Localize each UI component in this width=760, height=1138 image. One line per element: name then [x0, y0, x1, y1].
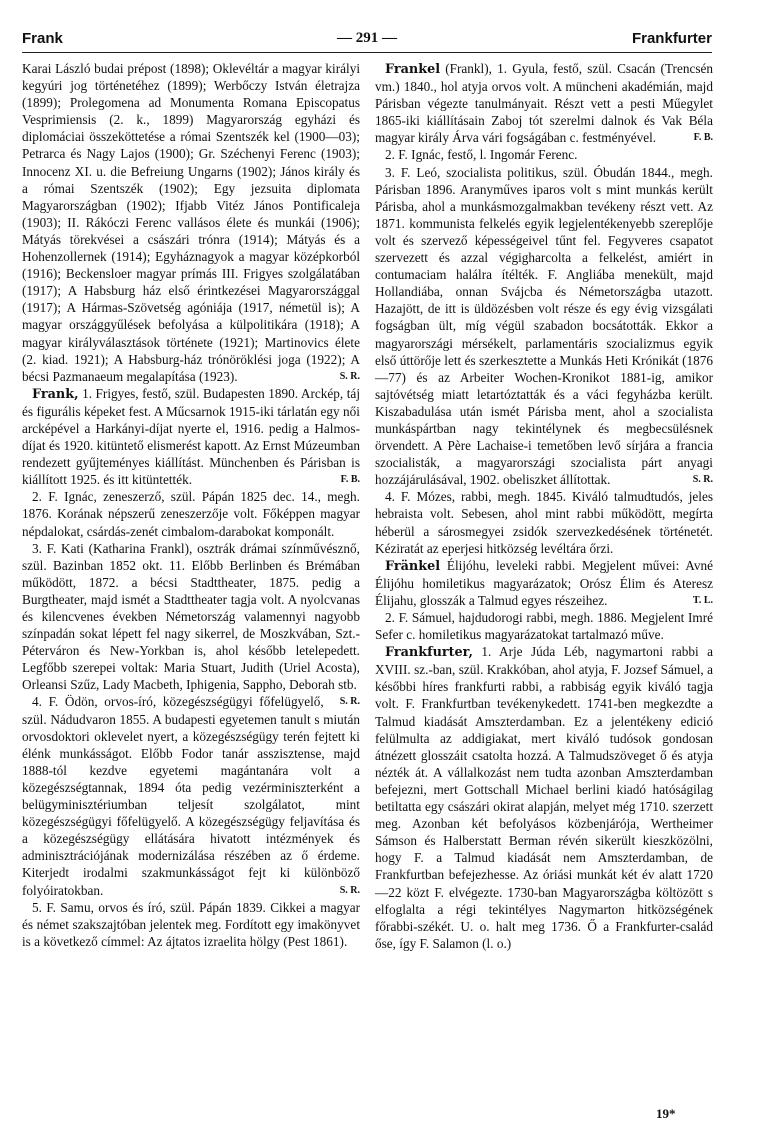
entry-paragraph	[375, 60, 713, 146]
signature-mark: 19*	[656, 1106, 676, 1121]
entry-text: Élijóhu, leveleki rabbi. Megjelent művei: Avné Élijóhu homiletikus magyarázatok; Orósz Élim és Ateresz Élijahu, glosszák a Talmud egyes részeihez.	[375, 557, 714, 608]
entry-paragraph	[22, 693, 360, 898]
entry-paragraph	[22, 540, 360, 708]
entry-text: 2. F. Ignác, festő, l. Ingomár Ferenc.	[385, 147, 578, 163]
entry-paragraph	[375, 164, 713, 489]
entry-paragraph	[22, 385, 360, 489]
author-initials: F. B.	[340, 474, 360, 486]
entry-text: 3. F. Kati (Katharina Frankl), osztrák drámai színművésznő, szül. Bazinban 1852 okt. 11. Előbb Berlinben és Brémában működött, 1872. a bécsi Stadttheater, 1875. pedig a Burgtheater, majd ismét a Stadttheater tagja volt. A nyolcvanas és kilencvenes években Németország valamennyi nagyobb színpadán sokat lépett fel nagy sikerrel, de Moszkvában, Szt.-Péterváron és New-Yorkban is, ahol később letelepedett. Legfőbb szerepei voltak: Maria Stuart, Judith (Uriel Acosta), Orleansi Szűz, Lady Macbeth, Iphigenia, Sappho, Deborah stb.	[22, 540, 360, 693]
entry-text: 2. F. Sámuel, hajdudorogi rabbi, megh. 1886. Megjelent Imré Sefer c. homiletikus magyarázatokat tartalmazó műve.	[375, 610, 713, 643]
entry-headword: Frankel	[385, 62, 441, 77]
author-initials: S. R.	[692, 474, 713, 486]
entry-text: 1. Frigyes, festő, szül. Budapesten 1890. Arckép, táj és figurális képeket fest. A Műcsarnok 1915-iki tárlatán egy női arcképével a Harkányi-díjat nyerte el, 1916. pedig a Halmos-díjat és 1920. kitüntető elismerést kapott. Az Ernst Múzeumban rendezett gyűjteményes kiállítást. Münchenben és Párisban is kiállított 1925. és itt kitüntették.	[22, 385, 360, 488]
entry-headword: Fränkel	[385, 558, 441, 574]
header-right-word: Frankfurter	[631, 30, 712, 47]
entry-paragraph	[375, 488, 713, 556]
entry-text: 2. F. Ignác, zeneszerző, szül. Pápán 1825 dec. 14., megh. 1876. Korának népszerű zeneszerzője volt. Főképpen magyar népdalokat, csárdás-zenét cimbalom-darabokat komponált.	[22, 489, 360, 539]
author-initials: S. R.	[339, 884, 360, 896]
author-initials: S. R.	[339, 370, 360, 382]
entry-paragraph	[375, 609, 713, 643]
entry-text: (Frankl), 1. Gyula, festő, szül. Csacán (Trencsén vm.) 1840., hol atyja orvos volt. A müncheni akadémián, majd Párisban végezte tanulmányait. Részt vett a pesti Műegylet 1865-iki kiállításain Zaboj tót szerelmi dalnok és Vak Béla magyar király Árva vári fogságában c. festményével.	[375, 61, 713, 146]
entry-text: 1. Arje Júda Léb, nagymartoni rabbi a XVIII. sz.-ban, szül. Krakkóban, ahol atyja, F. Jozsef Sámuel, a későbbi híres frankfurti rabbi, a rabbiság egyik kiváló tagja volt. F. Frankfurtban tevékenykedett. 1741-ben megkezdte a Talmud kiadását Amszterdamban. Ez a jelentékeny edició felülmulta az addigiakat, mert kiváló tudósok gondosan átnézett glosszáit csatolta hozzá. A Talmudszöveget ő és atyja nézték át. A vállalkozást nem tudta azonban Amszterdamban befejezni, mert Gottschall Michael berlini kiadó hatóságilag betiltatta egy császári okirat alapján, melyet még 1710. szerzett meg. Azonban két befolyásos közbenjárója, Wertheimer Sámson és Halberstatt Berman révén sikerült kieszközölni, hogy F. a Talmud kiadását nem Amszterdamban, de Frankfurtban befejezhesse. Az óriási munkát két év alatt 1720—22 közt F. elvégezte. 1730-ban Magyarországba költözött s elfoglalta a régi tekintélyes Nagymarton hitközségének főrabbi-székét. U. o. halt meg 1736. Ő a Frankfurter-család őse, így F. Salamon (l. o.)	[375, 644, 713, 951]
entry-text: 4. F. Ödön, orvos-író, közegészségügyi főfelügyelő, szül. Nádudvaron 1855. A budapesti egyetemen tanult s miután orvosdoktori oklevelet nyert, a közegészségügy terén fejtett ki élénk munkásságot. Előbb Fodor tanár asszisztense, majd 1888-tól kezdve egyetemi magántanára volt a közegészségtannak, 1894 óta pedig vezérminiszterként a belügyminisztériumban teljesít szolgálatot, mint közegészségügyi főfelügyelő. A közegészségügy feljavítása és a közegészségügy ellátására hivatott intézmények és adminisztrációjának modernizálása részében az ő érdeme. Kiterjedt irodalmi szakmunkásságot fejt ki különböző folyóiratokban.	[22, 694, 360, 898]
header-rule	[22, 52, 712, 53]
entry-paragraph	[375, 146, 713, 163]
page-number: — 291 —	[337, 30, 397, 46]
entry-text: 4. F. Mózes, rabbi, megh. 1845. Kiváló talmudtudós, jeles hebraista volt. Sebesen, ahol mint rabbi működött, megírta héberül a sárosmegyei zsidók szervezkedésének történetét. Kéziratát az eperjesi hitközség levéltára őrzi.	[375, 489, 713, 556]
entry-paragraph	[22, 488, 360, 539]
entry-paragraph	[375, 643, 713, 952]
right-column	[375, 60, 713, 952]
entry-paragraph	[22, 899, 360, 950]
header-left-word: Frank	[22, 30, 63, 47]
left-column	[22, 60, 360, 950]
author-initials: S. R.	[339, 696, 360, 708]
entry-text: 3. F. Leó, szocialista politikus, szül. Óbudán 1844., megh. Párisban 1896. Aranyműves iparos volt s mint munkás került Párisba, ahol a munkásmozgalmakban tevékeny részt vett. Az 1871. kommunista felkelés egyik legjelentékenyebb szereplője volt és szervező képességeivel tűnt fel. Fegyveres csapatot szervezett és azzal végigharcolta a felkelést, amiért in contumaciam halálra ítélték. F. Angliába menekült, majd Hollandiába, onnan Svájcba és Németországba utazott. Hazajött, de itt is üldözésben volt része és egy évig vizsgálati fogságban ült, míg végül szabadon bocsátották. Ekkor a magyarországi mérsékelt, parlamentáris szocializmus egyik első úttörője lett és szerkesztette a Munkás Heti Krónikát (1876—77) és az Arbeiter Wochen-Kronikot 1881-ig, amikor sajtóvétség miatt letartóztatták és a váci fegyházba került. Kiszabadulása után ismét Párisba ment, ahol a szocialista munkáspártban nagy tekintélynek és megbecsülésnek örvendett. A Père Lachaise-i temetőben levő sírjára a francia szocialisták, a magyarországi szocialista párt anyagi hozzájárulásával, 1902. obeliszket állítottak.	[375, 164, 713, 488]
entry-paragraph	[375, 557, 713, 609]
author-initials: T. L.	[692, 594, 713, 606]
entry-paragraph	[22, 60, 360, 385]
author-initials: F. B.	[693, 132, 713, 144]
page-header	[22, 28, 712, 52]
entry-text: Karai László budai prépost (1898); Oklevéltár a magyar királyi kegyúri jog történetéhez (1899); Werbőczy István életrajza (1899); Prolegomena ad Monumenta Romana Episcopatus Vesprimiensis (2. k., 1899) Magyarország egyházi és diplomáciai összeköttetése a római Szentszék kel (1900—03); Petrarca és Nagy Lajos (1900); Gr. Széchenyi Ferenc (1903); Innocenz XI. u. die Befreiung Ungarns (1902); János király és a római Szentszék (1902); Egy jezsuita diplomata Magyarországban (1902); Ifjabb Vitéz János Pontificaleja (1903); II. Rákóczi Ferenc vallásos élete és munkái (1906); Mátyás törekvései a császári trónra (1914); Mátyás és a Hohenzollernek (1914); Egyháznagyok a magyar középkorból (1916); Beckensloer magyar prímás III. Frigyes szolgálatában (1917); A Habsburg ház első érintkezései Magyarországgal (1917); A Hármas-Szövetség agóniája (1917, németül is); A magyar országgyűlések befolyása a külpolitikára (1918); A magyar királyválasztások története (1921); Martinovics élete (2. kiad. 1921); A Habsburg-ház trónöröklési joga (1922); A bécsi Pazmanaeum megalapítása (1923).	[22, 61, 360, 384]
entry-headword: Frankfurter,	[385, 645, 473, 661]
entry-headword: Frank,	[32, 386, 79, 402]
entry-text: 5. F. Samu, orvos és író, szül. Pápán 1839. Cikkei a magyar és német szakszajtóban jelentek meg. Fordított egy imakönyvet is a következő címmel: Az ájtatos izraelita hölgy (Pest 1861).	[22, 899, 360, 949]
